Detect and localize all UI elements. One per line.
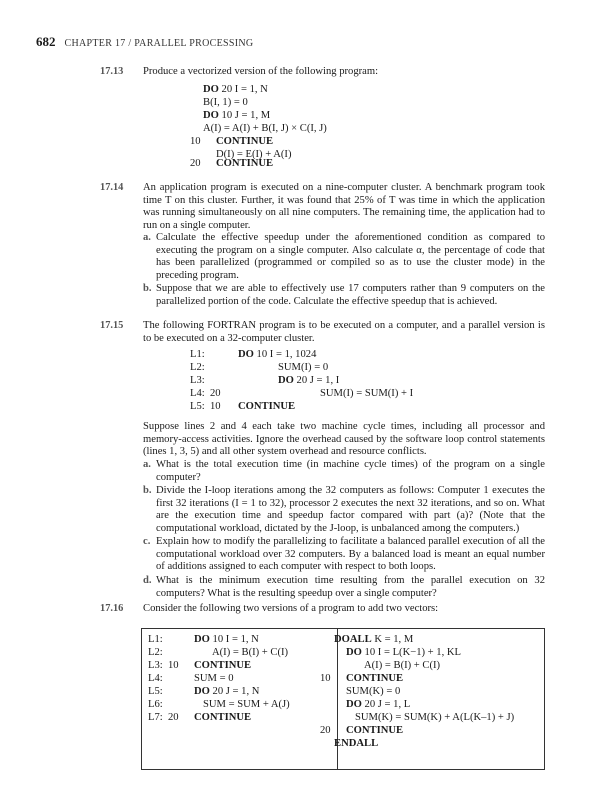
code-line: DO 10 J = 1, M bbox=[203, 110, 271, 121]
problem-text: The following FORTRAN program is to be executed on a computer, and a parallel version is to be executed on a 32-computer cluster. bbox=[143, 320, 545, 344]
problem-text: An application program is executed on a nine-computer cluster. A benchmark program took time T on this cluster. Further, it was found that 25% of T was time in which the application was running simultaneously on all nine computers. The remaining time, the application had to run on a single computer. bbox=[143, 182, 545, 231]
code-line: DO 20 I = 1, N bbox=[203, 84, 268, 95]
problem-text: Suppose lines 2 and 4 each take two machine cycle times, including all processor and memory-access activities. Ignore the overhead caused by the software loop control statements (lines 1, 3, 5) and all other system overhead and resource conflicts. bbox=[143, 421, 545, 458]
problem-number: 17.13 bbox=[100, 66, 124, 77]
code-line: DOALL K = 1, M bbox=[334, 634, 414, 645]
subquestion bbox=[143, 283, 545, 308]
subquestion bbox=[143, 232, 545, 282]
subquestion-text: Explain how to modify the parallelizing to facilitate a balanced parallel execution of all the computational workload over 32 computers. By a balanced load is meant an equal number of additions assigned to each computer with respect to both loops. bbox=[156, 536, 545, 573]
problem-text: Produce a vectorized version of the following program: bbox=[143, 66, 379, 77]
code-line: B(I, 1) = 0 bbox=[203, 97, 248, 108]
code-line-label: 20 bbox=[320, 725, 331, 736]
code-line: SUM(I) = SUM(I) + I bbox=[320, 388, 414, 399]
subquestion bbox=[143, 575, 545, 600]
code-line: CONTINUE bbox=[238, 401, 296, 412]
subquestion bbox=[143, 459, 545, 484]
subquestion-text: Suppose that we are able to effectively use 17 computers rather than 9 computers on the parallelized portion of the code. Calculate the effective speedup that is achieved. bbox=[156, 283, 545, 307]
code-line-label: L5: 10 bbox=[190, 401, 221, 412]
code-line-label: L6: bbox=[148, 699, 163, 710]
code-line: CONTINUE bbox=[216, 158, 274, 169]
problem-text: Consider the following two versions of a program to add two vectors: bbox=[143, 603, 439, 614]
code-line: CONTINUE bbox=[346, 725, 404, 736]
code-line: DO 10 I = 1, N bbox=[194, 634, 259, 645]
code-line: D(I) = E(I) + A(I) bbox=[216, 149, 292, 160]
subquestion-text: Calculate the effective speedup under the aforementioned condition as compared to executing the program on a single computer. Also calculate α, the percentage of code that has been parallelized (programmed or compiled so as to use the cluster mode) in the preceding program. bbox=[156, 232, 545, 281]
code-line-label: 10 bbox=[190, 136, 201, 147]
subquestion-text: What is the minimum execution time resulting from the parallel execution on 32 computers? What is the resulting speedup over a single computer? bbox=[156, 575, 545, 599]
code-line-label: 20 bbox=[190, 158, 201, 169]
code-line: DO 20 J = 1, I bbox=[278, 375, 340, 386]
code-line: SUM(K) = 0 bbox=[346, 686, 401, 697]
code-line-label: L1: bbox=[190, 349, 205, 360]
code-line: SUM = 0 bbox=[194, 673, 234, 684]
code-line: CONTINUE bbox=[216, 136, 274, 147]
subquestion-letter: a. bbox=[143, 232, 151, 243]
code-line-label: L2: bbox=[190, 362, 205, 373]
code-line: CONTINUE bbox=[194, 712, 252, 723]
code-line: DO 20 J = 1, L bbox=[346, 699, 411, 710]
code-line: DO 10 I = L(K−1) + 1, KL bbox=[346, 647, 462, 658]
code-line: ENDALL bbox=[334, 738, 379, 749]
problem-number: 17.15 bbox=[100, 320, 124, 331]
subquestion-letter: d. bbox=[143, 575, 152, 586]
code-line-label: L1: bbox=[148, 634, 163, 645]
running-header bbox=[36, 36, 253, 51]
code-line: SUM(K) = SUM(K) + A(L(K–1) + J) bbox=[355, 712, 515, 723]
subquestion-text: What is the total execution time (in machine cycle times) of the program on a single computer? bbox=[156, 459, 545, 483]
code-line: SUM = SUM + A(J) bbox=[203, 699, 290, 710]
subquestion-text: Divide the I-loop iterations among the 32 computers as follows: Computer 1 executes the first 32 iterations (I = 1 to 32), processor 2 executes the next 32 iterations, and so on. What are the execution time and speedup factor compared with part (a)? (Note that the computational workload, dictated by the J-loop, is unbalanced among the computers.) bbox=[156, 485, 545, 534]
code-line: A(I) = B(I) + C(I) bbox=[212, 647, 289, 658]
chapter-title: CHAPTER 17 / PARALLEL PROCESSING bbox=[64, 38, 254, 49]
page-number: 682 bbox=[36, 34, 56, 49]
code-line-label: 10 bbox=[320, 673, 331, 684]
subquestion-letter: b. bbox=[143, 283, 152, 294]
code-line-label: L3: bbox=[190, 375, 205, 386]
code-line: DO 10 I = 1, 1024 bbox=[238, 349, 317, 360]
subquestion-letter: c. bbox=[143, 536, 151, 547]
code-line-label: L3: 10 bbox=[148, 660, 179, 671]
code-line: DO 20 J = 1, N bbox=[194, 686, 260, 697]
problem-number: 17.16 bbox=[100, 603, 124, 614]
code-line-label: L4: bbox=[148, 673, 163, 684]
code-line: SUM(I) = 0 bbox=[278, 362, 329, 373]
code-line: A(I) = A(I) + B(I, J) × C(I, J) bbox=[203, 123, 327, 134]
subquestion-letter: a. bbox=[143, 459, 151, 470]
code-line: CONTINUE bbox=[194, 660, 252, 671]
subquestion bbox=[143, 485, 545, 535]
code-line: A(I) = B(I) + C(I) bbox=[364, 660, 441, 671]
code-line-label: L2: bbox=[148, 647, 163, 658]
code-line-label: L4: 20 bbox=[190, 388, 221, 399]
subquestion-letter: b. bbox=[143, 485, 152, 496]
code-line-label: L7: 20 bbox=[148, 712, 179, 723]
code-line-label: L5: bbox=[148, 686, 163, 697]
problem-number: 17.14 bbox=[100, 182, 124, 193]
code-line: CONTINUE bbox=[346, 673, 404, 684]
subquestion bbox=[143, 536, 545, 574]
